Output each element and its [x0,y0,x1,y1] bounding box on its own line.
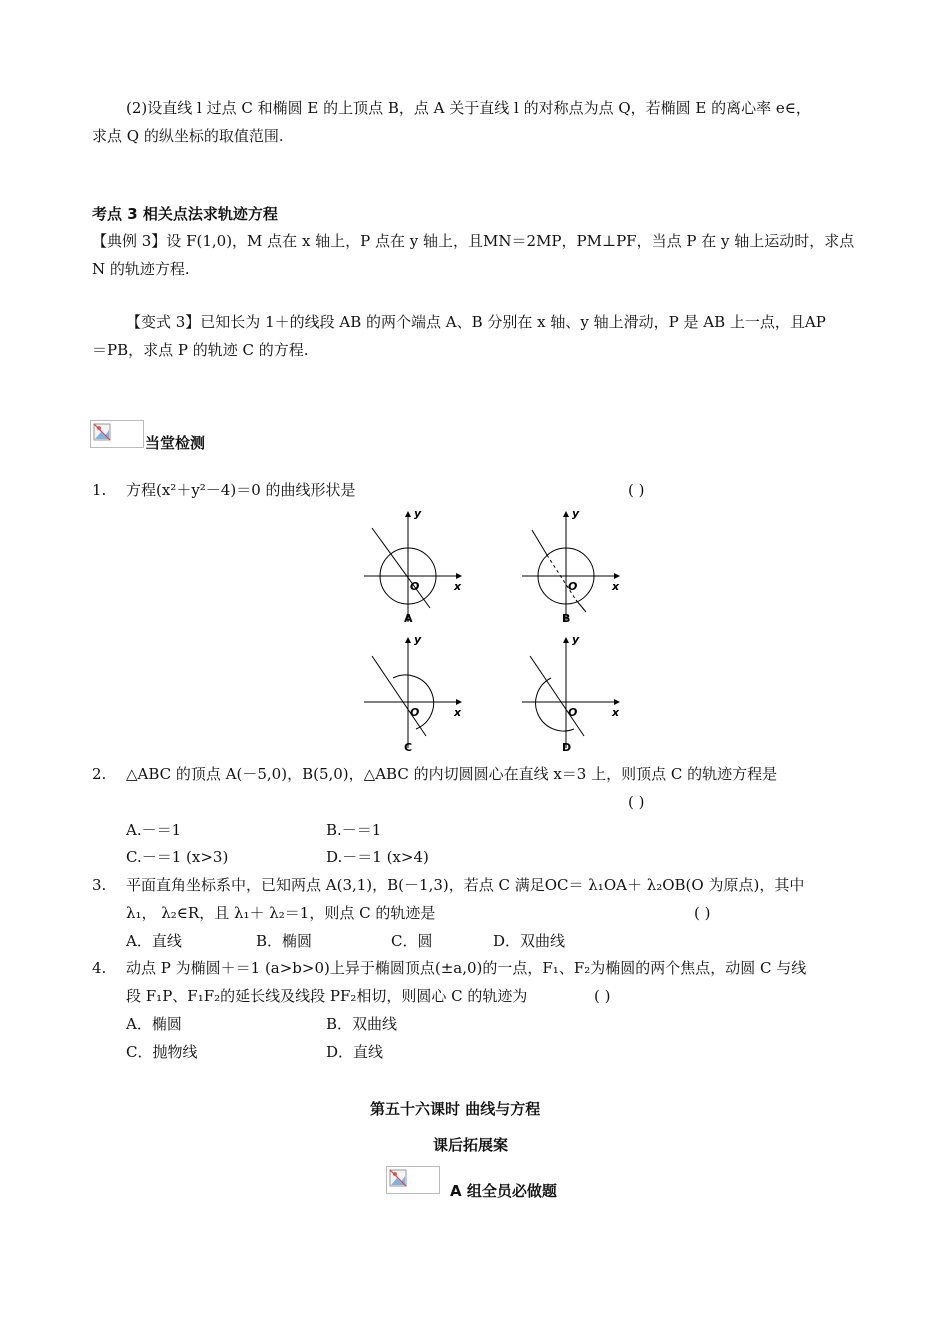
axis-x-label: x [612,580,620,593]
q2-option-c: C.－＝1 (x>3) [126,848,229,866]
origin-label: O [568,580,578,593]
q4-option-d: D．直线 [326,1043,384,1061]
figure-d [518,634,628,760]
figure-label-c: C [404,741,413,754]
axis-y-label: y [414,508,422,520]
axis-y-label: y [414,634,422,646]
q3-option-c: C．圆 [391,932,433,950]
q3-option-a: A．直线 [126,932,182,950]
q4-option-b: B．双曲线 [326,1015,398,1033]
q4-option-a: A．椭圆 [126,1015,182,1033]
after-class-title: 课后拓展案 [433,1136,509,1154]
part2-line1: (2)设直线 l 过点 C 和椭圆 E 的上顶点 B，点 A 关于直线 l 的对称点为点 Q，若椭圆 E 的离心率 e∈， [126,99,811,117]
figure-a [360,508,470,632]
q2-text: △ABC 的顶点 A(－5,0)，B(5,0)，△ABC 的内切圆圆心在直线 x＝3 上，则顶点 C 的轨迹方程是 [126,765,778,783]
figure-c [360,634,470,760]
axis-x-label: x [454,706,462,719]
figure-label-b: B [562,612,571,625]
kaodian3-title: 考点 3 相关点法求轨迹方程 [92,205,278,223]
check-title: 当堂检测 [145,434,206,452]
q4-option-c: C．抛物线 [126,1043,198,1061]
origin-label: O [410,706,420,719]
broken-image-icon [90,420,144,448]
q2-option-b: B.－＝1 [326,821,382,839]
broken-image-icon [386,1166,440,1194]
q3-line1: 平面直角坐标系中，已知两点 A(3,1)，B(－1,3)，若点 C 满足OC＝ λ₁OA＋ λ₂OB(O 为原点)，其中 [126,876,805,894]
q3-line2: λ₁， λ₂∈R，且 λ₁＋ λ₂＝1，则点 C 的轨迹是 [126,904,436,922]
example3-line1: 【典例 3】设 F(1,0)，M 点在 x 轴上，P 点在 y 轴上，且MN＝2MP，PM⊥PF，当点 P 在 y 轴上运动时，求点 [92,232,855,250]
origin-label: O [410,580,420,593]
variant3-line2: ＝PB，求点 P 的轨迹 C 的方程. [92,341,309,359]
q4-line2: 段 F₁P、F₁F₂的延长线及线段 PF₂相切，则圆心 C 的轨迹为 [126,987,528,1005]
origin-label: O [568,706,578,719]
figure-label-d: D [562,741,572,754]
axis-x-label: x [454,580,462,593]
q3-option-d: D．双曲线 [493,932,566,950]
q3-paren: ( ) [694,904,711,922]
axis-x-label: x [612,706,620,719]
q1-text: 方程(x²＋y²－4)＝0 的曲线形状是 [126,481,356,499]
axis-y-label: y [572,634,580,646]
q4-line1: 动点 P 为椭圆＋＝1 (a>b>0)上异于椭圆顶点(±a,0)的一点，F₁、F₂为椭圆的两个焦点，动圆 C 与线 [126,959,807,977]
q1-num: 1. [92,481,107,499]
lesson-title: 第五十六课时 曲线与方程 [370,1100,541,1118]
q4-num: 4. [92,959,107,977]
q4-paren: ( ) [594,987,611,1005]
q3-option-b: B．椭圆 [256,932,313,950]
q3-num: 3. [92,876,107,894]
example3-line2: N 的轨迹方程. [92,260,190,278]
q2-option-a: A.－＝1 [126,821,182,839]
variant3-line1: 【变式 3】已知长为 1＋的线段 AB 的两个端点 A、B 分别在 x 轴、y 轴上滑动，P 是 AB 上一点，且AP [126,313,826,331]
q2-paren: ( ) [628,793,645,811]
figure-b [518,508,628,632]
axis-y-label: y [572,508,580,520]
figure-label-a: A [404,612,413,625]
part2-line2: 求点 Q 的纵坐标的取值范围. [92,127,284,145]
group-a-title: A 组全员必做题 [450,1182,557,1200]
q1-paren: ( ) [628,481,645,499]
q2-option-d: D.－＝1 (x>4) [326,848,429,866]
q2-num: 2. [92,765,107,783]
